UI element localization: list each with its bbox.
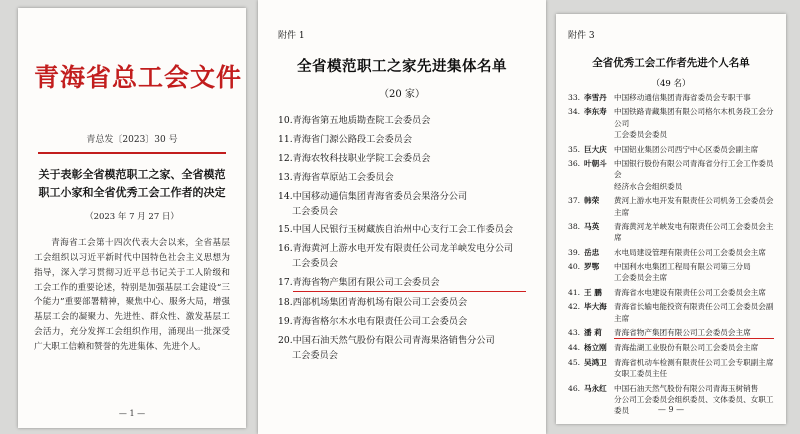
indent-spacer <box>568 181 614 192</box>
attachment-1-label: 附件 1 <box>278 31 305 41</box>
list-item-continuation <box>568 272 774 283</box>
indent-spacer <box>568 272 614 283</box>
list-item <box>278 223 526 238</box>
document-page-decision <box>18 8 246 428</box>
list-item <box>568 221 774 244</box>
page-number-1: — 1 — <box>118 409 146 418</box>
list-item-text: 中国移动通信集团青海省委员会果洛分公司 <box>292 190 468 202</box>
list-item-organization: 中国利水电集团工程局有限公司第三分局 <box>614 262 751 272</box>
list-item-text: 青海省物产集团有限公司工会委员会 <box>293 276 526 292</box>
attachment-3-title: 全省优秀工会工作者先进个人名单 <box>592 57 750 69</box>
list-item-number: 46. <box>568 383 581 393</box>
list-item-number: 39. <box>568 247 581 257</box>
attachment-1-count: （20 家） <box>379 89 425 100</box>
attachment-1-title: 全省模范职工之家先进集体名单 <box>297 58 507 75</box>
list-item-person-name: 罗鄂 <box>584 262 600 272</box>
list-item-person-name: 潘 莉 <box>584 328 602 338</box>
list-item-organization: 青海省物产集团有限公司工会委员会主席 <box>614 327 774 339</box>
list-item-number: 37. <box>568 196 581 206</box>
list-item-number: 33. <box>568 93 581 102</box>
list-item-person-name: 马英 <box>584 221 600 231</box>
list-item-organization: 青海省水电建设有限责任公司工会委员会主席 <box>614 287 766 297</box>
list-item-number: 45. <box>568 357 581 367</box>
list-item <box>278 334 526 349</box>
list-item-person-name: 李雪丹 <box>584 93 607 102</box>
attachment-3-count: （49 名） <box>651 79 691 89</box>
list-item <box>568 92 774 103</box>
indent-spacer <box>568 368 614 379</box>
list-item-continuation: 工会委员会 <box>292 205 338 217</box>
list-item-organization: 中国石油天然气股份有限公司青海玉树销售 <box>614 383 759 393</box>
list-item <box>278 133 526 148</box>
list-item-number: 18. <box>278 297 293 309</box>
list-item-continuation <box>568 129 774 140</box>
red-divider-rule <box>38 152 226 154</box>
list-item <box>568 158 774 181</box>
list-item <box>278 315 526 330</box>
list-item-continuation-text: 分公司工会委员会组织委员、文体委员、女职工委员 <box>614 394 774 416</box>
list-item-number: 15. <box>278 224 293 236</box>
list-item <box>568 301 774 324</box>
list-item-organization: 中国移动通信集团青海省委员会专职干事 <box>614 93 751 102</box>
list-item <box>278 296 526 311</box>
list-item-person-name: 李东寿 <box>584 107 607 117</box>
list-item-text: 中国石油天然气股份有限公司青海果洛销售分公司 <box>292 334 495 346</box>
list-item-number: 36. <box>568 158 581 168</box>
list-item-number: 10. <box>278 115 293 126</box>
list-item-text: 青海省格尔木水电有限责任公司工会委员会 <box>292 315 468 327</box>
list-item <box>278 114 526 129</box>
list-item-organization: 青海省长输电能投资有限责任公司工会委员会副主席 <box>614 302 774 323</box>
list-item-number: 17. <box>278 277 293 289</box>
document-number: 青总发〔2023〕30 号 <box>86 135 178 145</box>
list-item-text: 中国人民银行玉树藏族自治州中心支行工会工作委员会 <box>292 224 514 236</box>
list-item-organization: 中国铁路青藏集团有限公司格尔木机务段工会分公司 <box>614 107 774 128</box>
list-item-organization: 水电局建设管理有限责任公司工会委员会主席 <box>614 247 766 257</box>
list-item-number: 20. <box>278 334 293 346</box>
list-item <box>278 152 526 167</box>
list-item <box>568 357 774 368</box>
list-item-number: 11. <box>278 133 293 145</box>
indent-spacer <box>568 129 614 140</box>
list-item-text: 青海黄河上游水电开发有限责任公司龙羊峡发电分公司 <box>292 243 514 255</box>
attachment-3-label: 附件 3 <box>568 31 595 41</box>
document-page-attachment-1 <box>258 0 546 434</box>
list-item-number: 38. <box>568 221 581 231</box>
list-item-organization: 中国铝业集团公司西宁中心区委员会副主席 <box>614 144 759 154</box>
list-item-person-name: 杨立刚 <box>584 343 607 353</box>
list-item <box>568 383 774 394</box>
list-item-continuation: 工会委员会 <box>292 349 338 361</box>
list-item-person-name: 岳忠 <box>584 247 600 257</box>
list-item-text: 青海省草原站工会委员会 <box>292 171 394 183</box>
list-item <box>568 287 774 298</box>
list-item <box>568 342 774 353</box>
list-item-number: 40. <box>568 262 581 272</box>
decision-date: （2023 年 7 月 27 日） <box>85 212 179 223</box>
decision-title: 关于表彰全省模范职工之家、全省模范职工小家和全省优秀工会工作者的决定 <box>38 168 226 200</box>
attachment-1-entry-list <box>278 114 526 364</box>
list-item-organization: 青海盐湖工业股份有限公司工会委员会主席 <box>614 343 759 353</box>
list-item-text: 青海农牧科技职业学院工会委员会 <box>292 152 431 164</box>
list-item <box>278 276 526 292</box>
list-item-text: 西部机场集团青海机场有限公司工会委员会 <box>292 297 468 309</box>
list-item-continuation <box>568 181 774 192</box>
list-item <box>568 247 774 258</box>
list-item <box>568 327 774 339</box>
list-item-person-name: 王 鹏 <box>584 287 602 297</box>
list-item-number: 41. <box>568 287 581 297</box>
list-item-person-name: 吴鸿卫 <box>584 357 607 367</box>
list-item-continuation-text: 工会委员会主席 <box>614 273 668 283</box>
list-item-number: 16. <box>278 243 293 255</box>
list-item-number: 35. <box>568 144 581 154</box>
list-item-number: 19. <box>278 315 293 327</box>
list-item-organization: 黄河上游水电开发有限责任公司机务工会委员会主席 <box>614 196 774 217</box>
attachment-3-entry-list <box>568 92 774 417</box>
list-item-number: 14. <box>278 190 293 202</box>
list-item-person-name: 叶朝斗 <box>584 158 607 168</box>
list-item <box>568 261 774 272</box>
list-item <box>278 242 526 257</box>
list-item <box>568 106 774 129</box>
list-item-continuation-text: 女职工委员主任 <box>614 369 668 379</box>
list-item-person-name: 毕大海 <box>584 302 607 312</box>
list-item-person-name: 马永红 <box>584 383 607 393</box>
list-item-continuation-text: 经济水合会组织委员 <box>614 181 683 191</box>
list-item-continuation <box>568 368 774 379</box>
list-item-number: 34. <box>568 107 581 117</box>
list-item <box>568 195 774 218</box>
list-item-continuation: 工会委员会 <box>292 258 338 270</box>
list-item-person-name: 巨大庆 <box>584 144 607 154</box>
list-item-number: 43. <box>568 328 581 338</box>
list-item <box>278 190 526 205</box>
list-item-organization: 中国银行股份有限公司青海省分行工会工作委员会 <box>614 158 774 180</box>
list-item-number: 42. <box>568 302 581 312</box>
list-item-number: 13. <box>278 171 293 183</box>
list-item-person-name: 韩荣 <box>584 196 600 206</box>
list-item-organization: 青海黄河龙羊峡发电有限责任公司工会委员会主席 <box>614 221 774 243</box>
page-number-9: — 9 — <box>657 405 685 414</box>
list-item <box>278 171 526 186</box>
list-item-number: 44. <box>568 343 581 353</box>
list-item <box>568 144 774 155</box>
document-page-attachment-3 <box>556 14 786 424</box>
list-item-number: 12. <box>278 152 293 164</box>
list-item-continuation-text: 工会委员会委员 <box>614 130 668 140</box>
list-item-text: 青海省第五地质勘查院工会委员会 <box>292 115 431 126</box>
list-item-text: 青海省门源公路段工会委员会 <box>292 133 413 145</box>
decision-body-paragraph: 青海省工会第十四次代表大会以来，全省基层工会组织以习近平新时代中国特色社会主义思想为指导，深入学习贯彻习近平总书记关于工人阶级和工会工作的重要论述，特别是加强基层工会建设“三个能力”重要部署精神，聚焦中心、服务大局，增强基层工会的凝聚力、先进性、群众性、激发基层工会活力，充分发挥工会组织作用，涌现出一批深受广大职工信赖和赞誉的先进集体、先进个人。 <box>34 238 230 352</box>
list-item-organization: 青海省机动车检测有限责任公司工会专职副主席 <box>614 357 774 367</box>
issuing-organization-title: 青海省总工会文件 <box>34 63 243 92</box>
